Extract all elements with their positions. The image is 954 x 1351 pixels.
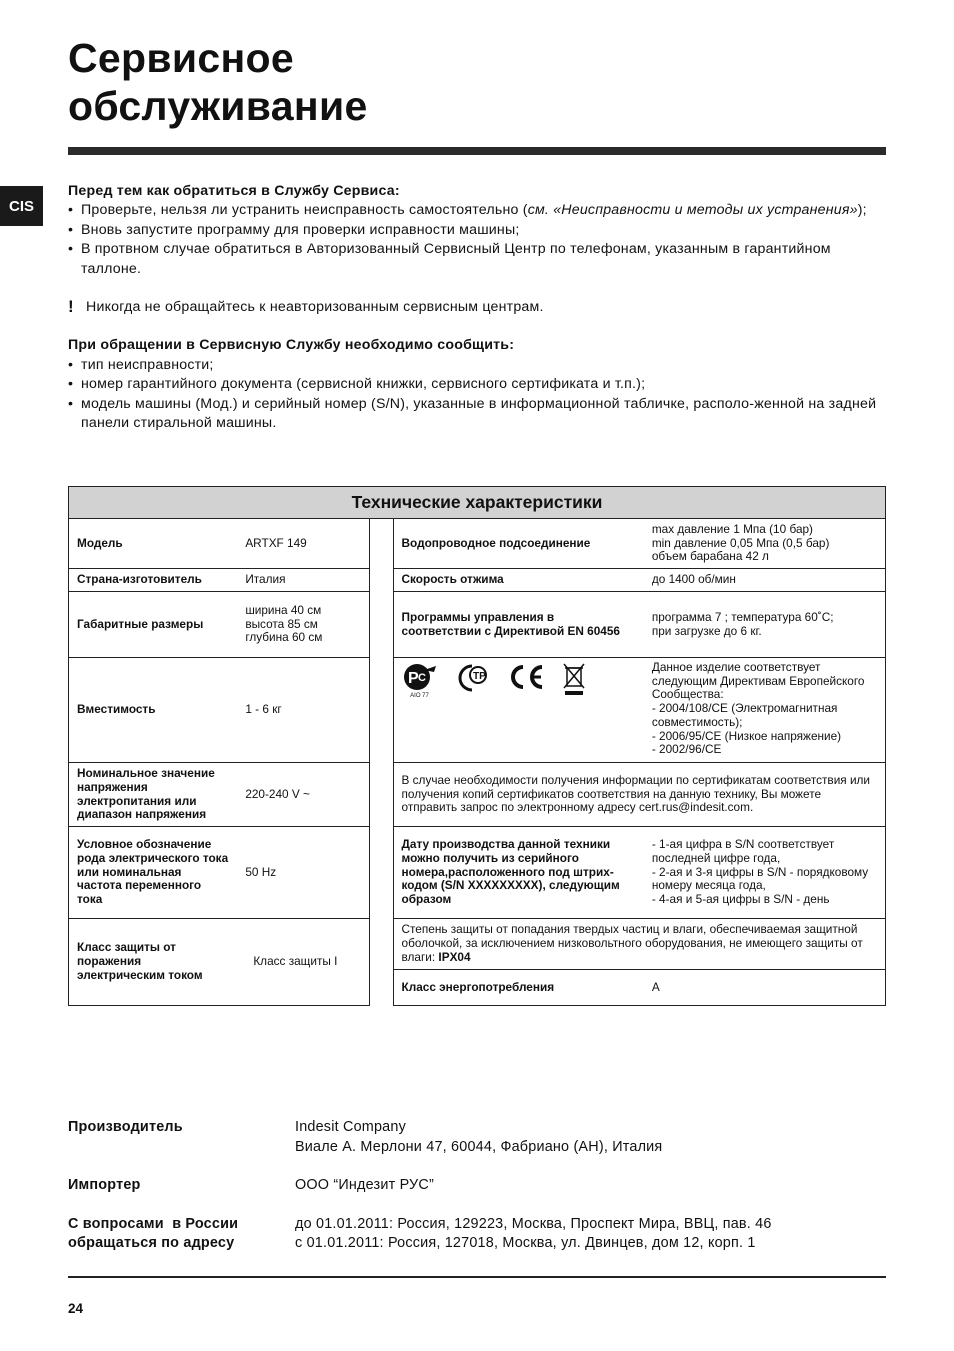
spec-table — [68, 486, 886, 1006]
weee-bin-icon — [562, 662, 586, 700]
spec-label: Страна-изготовитель — [69, 569, 238, 592]
address-row — [68, 1215, 886, 1254]
title-rule — [68, 147, 886, 155]
ce-mark-icon — [506, 662, 546, 696]
manufacturer-label: Производитель — [68, 1119, 183, 1135]
spec-label: Габаритные размеры — [69, 592, 238, 658]
service-instructions — [68, 182, 886, 433]
address-label: обращаться по адресу — [68, 1235, 235, 1251]
spec-value: Данное изделие соответствует следующим Директивам Европейского Сообщества: - 2004/108/CE (Электромагнитная совместимость); - 2006/95/CE (Низкое напряжение) - 2002/96/CE — [644, 658, 886, 763]
spec-table-title: Технические характеристики — [69, 487, 886, 519]
warning-note: ! Никогда не обращайтесь к неавторизованным сервисным центрам. — [68, 297, 544, 317]
title-line-2: обслуживание — [68, 83, 368, 129]
when-contact-heading: При обращении в Сервисную Службу необходимо сообщить: — [68, 337, 515, 354]
importer-label: Импортер — [68, 1177, 141, 1193]
importer-row — [68, 1176, 886, 1196]
manufacturer-name: Indesit Company — [295, 1119, 406, 1135]
spec-value: A — [644, 970, 886, 1006]
manufacturer-row — [68, 1118, 886, 1157]
list-item: • Проверьте, нельзя ли устранить неисправность самостоятельно (см. «Неисправности и методы их устранения»); — [68, 201, 886, 220]
spec-value: до 1400 об/мин — [644, 569, 886, 592]
spec-label: Скорость отжима — [393, 569, 644, 592]
spec-value: max давление 1 Мпа (10 бар) min давление 0,05 Мпа (0,5 бар) объем барабана 42 л — [644, 519, 886, 569]
spec-value: ARTXF 149 — [237, 519, 369, 569]
protection-code: IPX04 — [438, 949, 471, 964]
svg-text:TP: TP — [472, 671, 486, 682]
reference-text: см. «Неисправности и методы их устранения» — [527, 202, 858, 219]
spec-label: Класс защиты от поражения электрическим током — [69, 919, 238, 1006]
svg-text:C: C — [417, 672, 426, 684]
importer-name: ООО “Индезит РУС” — [295, 1177, 434, 1193]
spec-value: ширина 40 см высота 85 см глубина 60 см — [237, 592, 369, 658]
protection-degree: Степень защиты от попадания твердых частиц и влаги, обеспечиваемая защитной оболочкой, за исключением низковольтного оборудования, не имеющего защиты от влаги: IPX04 — [393, 919, 885, 970]
ukr-certification-icon — [454, 662, 490, 696]
spec-value: 1 - 6 кг — [237, 658, 369, 763]
warning-icon: ! — [68, 297, 74, 317]
spec-label: Программы управления в соответствии с Директивой EN 60456 — [393, 592, 644, 658]
spec-label: Модель — [69, 519, 238, 569]
list-item: • тип неисправности; — [68, 356, 886, 375]
contact-footer — [68, 1118, 886, 1273]
list-item: • В протвном случае обратиться в Авторизованный Сервисный Центр по телефонам, указанным в гарантийном таллоне. — [68, 240, 886, 279]
cert-caption: AIO 77 — [410, 693, 429, 699]
page-title — [68, 34, 368, 130]
region-tab: CIS — [0, 186, 43, 226]
spec-value: программа 7 ; температура 60˚C; при загрузке до 6 кг. — [644, 592, 886, 658]
spec-value: 50 Hz — [237, 827, 369, 919]
spec-label: Водопроводное подсоединение — [393, 519, 644, 569]
spec-label: Номинальное значение напряжения электропитания или диапазон напряжения — [69, 763, 238, 827]
spec-label: Условное обозначение рода электрического тока или номинальная частота переменного тока — [69, 827, 238, 919]
address-label: С вопросами в России — [68, 1215, 239, 1232]
spec-label: Вместимость — [69, 658, 238, 763]
address-line: до 01.01.2011: Россия, 129223, Москва, Проспект Мира, ВВЦ, пав. 46 — [295, 1215, 772, 1232]
list-item: • номер гарантийного документа (сервисной книжки, сервисного сертификата и т.п.); — [68, 375, 886, 394]
title-line-1: Сервисное — [68, 35, 294, 81]
rostest-mark-icon — [402, 662, 438, 700]
before-contact-heading: Перед тем как обратиться в Службу Сервиса: — [68, 183, 400, 199]
manufacturer-address: Виале А. Мерлони 47, 60044, Фабриано (АН), Италия — [295, 1138, 663, 1155]
spec-label: Класс энергопотребления — [393, 970, 644, 1006]
spec-value: - 1-ая цифра в S/N соответствует последней цифре года, - 2-ая и 3-я цифры в S/N - порядковому номеру месяца года, - 4-ая и 5-ая цифры в S/N - день — [644, 827, 886, 919]
page-number: 24 — [68, 1301, 84, 1316]
certification-marks — [393, 658, 644, 763]
cert-info: В случае необходимости получения информации по сертификатам соответствия или получения копий сертификатов соответствия на данную технику, Вы можете отправить запрос по электронному адресу cert.rus@indesit.com. — [393, 763, 885, 827]
spec-value: Класс защиты I — [237, 919, 369, 1006]
svg-text:P: P — [407, 670, 419, 687]
list-item: • модель машины (Мод.) и серийный номер (S/N), указанные в информационной табличке, располо-женной на задней панели стиральной машины. — [68, 395, 886, 434]
footer-rule — [68, 1276, 886, 1278]
spec-value: Италия — [237, 569, 369, 592]
spec-label: Дату производства данной техники можно получить из серийного номера,расположенного под штрих-кодом (S/N XXXXXXXXX), следующим образом — [393, 827, 644, 919]
address-line: с 01.01.2011: Россия, 127018, Москва, ул. Двинцев, дом 12, корп. 1 — [295, 1235, 756, 1251]
spec-value: 220-240 V ~ — [237, 763, 369, 827]
list-item: • Вновь запустите программу для проверки исправности машины; — [68, 221, 886, 240]
